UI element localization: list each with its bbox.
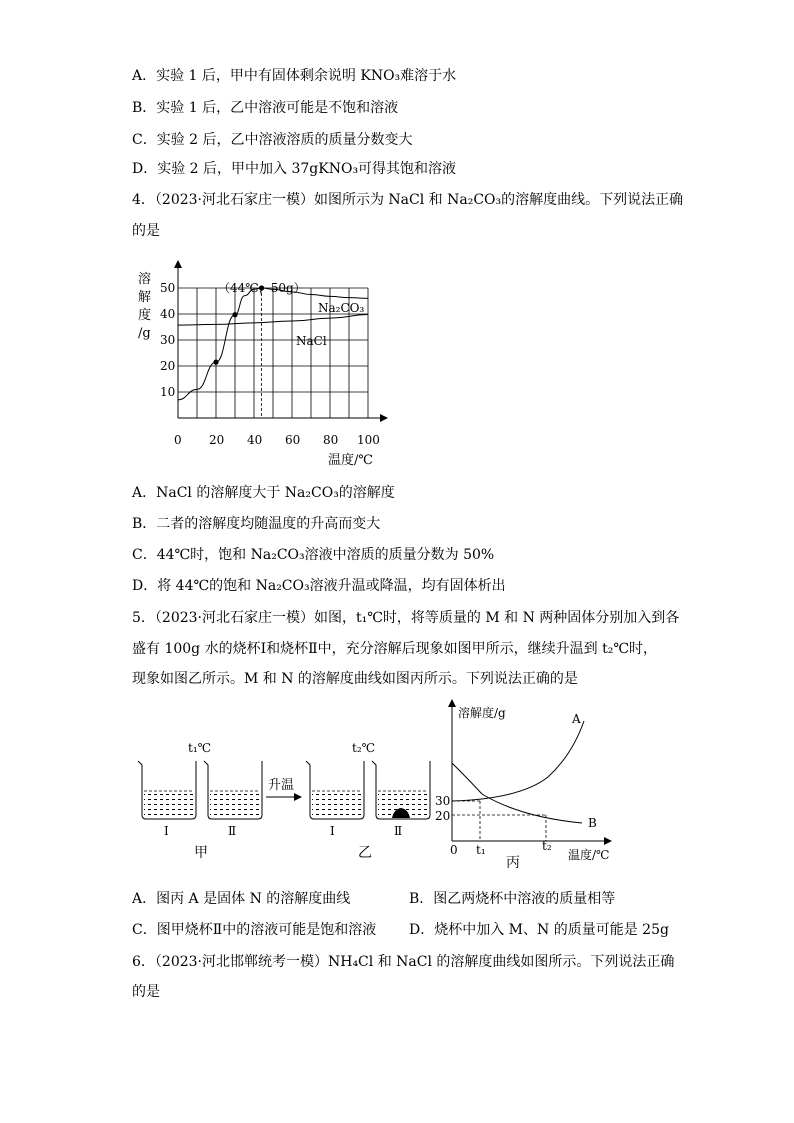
q4-marked-point (213, 360, 218, 365)
beaker-jia-1 (138, 761, 196, 819)
q4-ytick-label: 50 (160, 281, 176, 295)
q5-option-d: D．烧杯中加入 M、N 的质量可能是 25g (409, 922, 669, 938)
q5-jia-beaker1-label: Ⅰ (164, 824, 169, 838)
q6-stem-line1: 6．（2023·河北邯郸统考一模）NH₄Cl 和 NaCl 的溶解度曲线如图所示。下列说法正确 (132, 954, 675, 970)
q4-xtick-label: 0 (174, 433, 182, 447)
q5-stem-line1: 5．（2023·河北石家庄一模）如图，t₁℃时，将等质量的 M 和 N 两种固体分别加入到各 (132, 610, 680, 626)
q6-stem-line2: 的是 (132, 984, 160, 1000)
q5-bing-xlabel: 温度/℃ (568, 848, 610, 862)
curve-a (452, 721, 584, 801)
q4-annotation: （44℃，50g） (218, 281, 306, 295)
q5-tick-0: 0 (450, 843, 458, 857)
q4-xtick-label: 100 (357, 433, 380, 447)
q4-ylabel-4: /g (138, 326, 151, 341)
beaker-jia-2 (204, 761, 262, 819)
q5-stem-line2: 盛有 100g 水的烧杯Ⅰ和烧杯Ⅱ中，充分溶解后现象如图甲所示，继续升温到 t₂℃时， (132, 641, 657, 657)
q4-ylabel-1: 溶 (138, 272, 152, 287)
q3-option-d: D．实验 2 后，甲中加入 37gKNO₃可得其饱和溶液 (132, 161, 457, 177)
q5-yi-label: 乙 (358, 845, 372, 861)
q5-tick-20: 20 (435, 809, 451, 823)
q5-tick-t1: t₁ (476, 843, 486, 857)
beaker-yi-2 (372, 761, 430, 819)
q5-stem-line3: 现象如图乙所示。M 和 N 的溶解度曲线如图丙所示。下列说法正确的是 (132, 671, 578, 687)
q5-figure (130, 697, 650, 872)
curve-b (452, 763, 582, 823)
q4-ytick-label: 30 (160, 333, 176, 347)
q5-tick-t2: t₂ (542, 839, 552, 853)
q5-jia-label: 甲 (194, 845, 208, 861)
q5-tick-30: 30 (435, 794, 451, 808)
q5-t2-label: t₂℃ (352, 741, 376, 755)
q5-t1-label: t₁℃ (188, 741, 212, 755)
q4-xtick-label: 40 (247, 433, 263, 447)
q5-yi-beaker2-label: Ⅱ (394, 824, 403, 838)
q4-label-nacl: NaCl (296, 334, 327, 348)
q5-bing-ylabel: 溶解度/g (458, 706, 506, 720)
beaker-yi-1 (306, 761, 364, 819)
q4-ytick-label: 10 (160, 385, 176, 399)
q3-option-b: B．实验 1 后，乙中溶液可能是不饱和溶液 (132, 100, 399, 116)
q4-stem-line2: 的是 (132, 223, 160, 239)
q4-xtick-label: 60 (285, 433, 301, 447)
q4-label-na2co3: Na₂CO₃ (318, 301, 365, 315)
q5-option-b: B．图乙两烧杯中溶液的质量相等 (409, 891, 616, 907)
q4-xtick-label: 80 (323, 433, 339, 447)
q5-bing-label: 丙 (506, 855, 520, 871)
q4-option-d: D．将 44℃的饱和 Na₂CO₃溶液升温或降温，均有固体析出 (132, 578, 506, 594)
q4-option-b: B．二者的溶解度均随温度的升高而变大 (132, 516, 381, 532)
q4-xlabel: 温度/℃ (328, 453, 373, 468)
q4-ytick-label: 20 (160, 359, 176, 373)
q5-heat-label: 升温 (268, 778, 295, 793)
q5-option-c: C．图甲烧杯Ⅱ中的溶液可能是饱和溶液 (132, 922, 377, 938)
q5-curve-a-label: A (572, 712, 581, 726)
q4-ylabel-2: 解 (138, 290, 152, 305)
q3-option-a: A．实验 1 后，甲中有固体剩余说明 KNO₃难溶于水 (132, 68, 457, 84)
q4-marked-point (232, 312, 237, 317)
q5-curve-b-label: B (588, 816, 597, 830)
q5-yi-beaker1-label: Ⅰ (330, 824, 335, 838)
q4-option-c: C．44℃时，饱和 Na₂CO₃溶液中溶质的质量分数为 50% (132, 547, 495, 563)
q4-option-a: A．NaCl 的溶解度大于 Na₂CO₃的溶解度 (132, 485, 395, 501)
q4-stem-line1: 4．（2023·河北石家庄一模）如图所示为 NaCl 和 Na₂CO₃的溶解度曲线。下列说法正确 (132, 192, 684, 208)
q5-jia-beaker2-label: Ⅱ (228, 824, 237, 838)
q3-option-c: C．实验 2 后，乙中溶液溶质的质量分数变大 (132, 132, 413, 148)
q5-option-a: A．图丙 A 是固体 N 的溶解度曲线 (132, 891, 351, 907)
q4-solubility-chart (130, 258, 400, 470)
q4-ylabel-3: 度 (138, 308, 152, 323)
q4-xtick-label: 20 (209, 433, 225, 447)
q4-ytick-label: 40 (160, 307, 176, 321)
